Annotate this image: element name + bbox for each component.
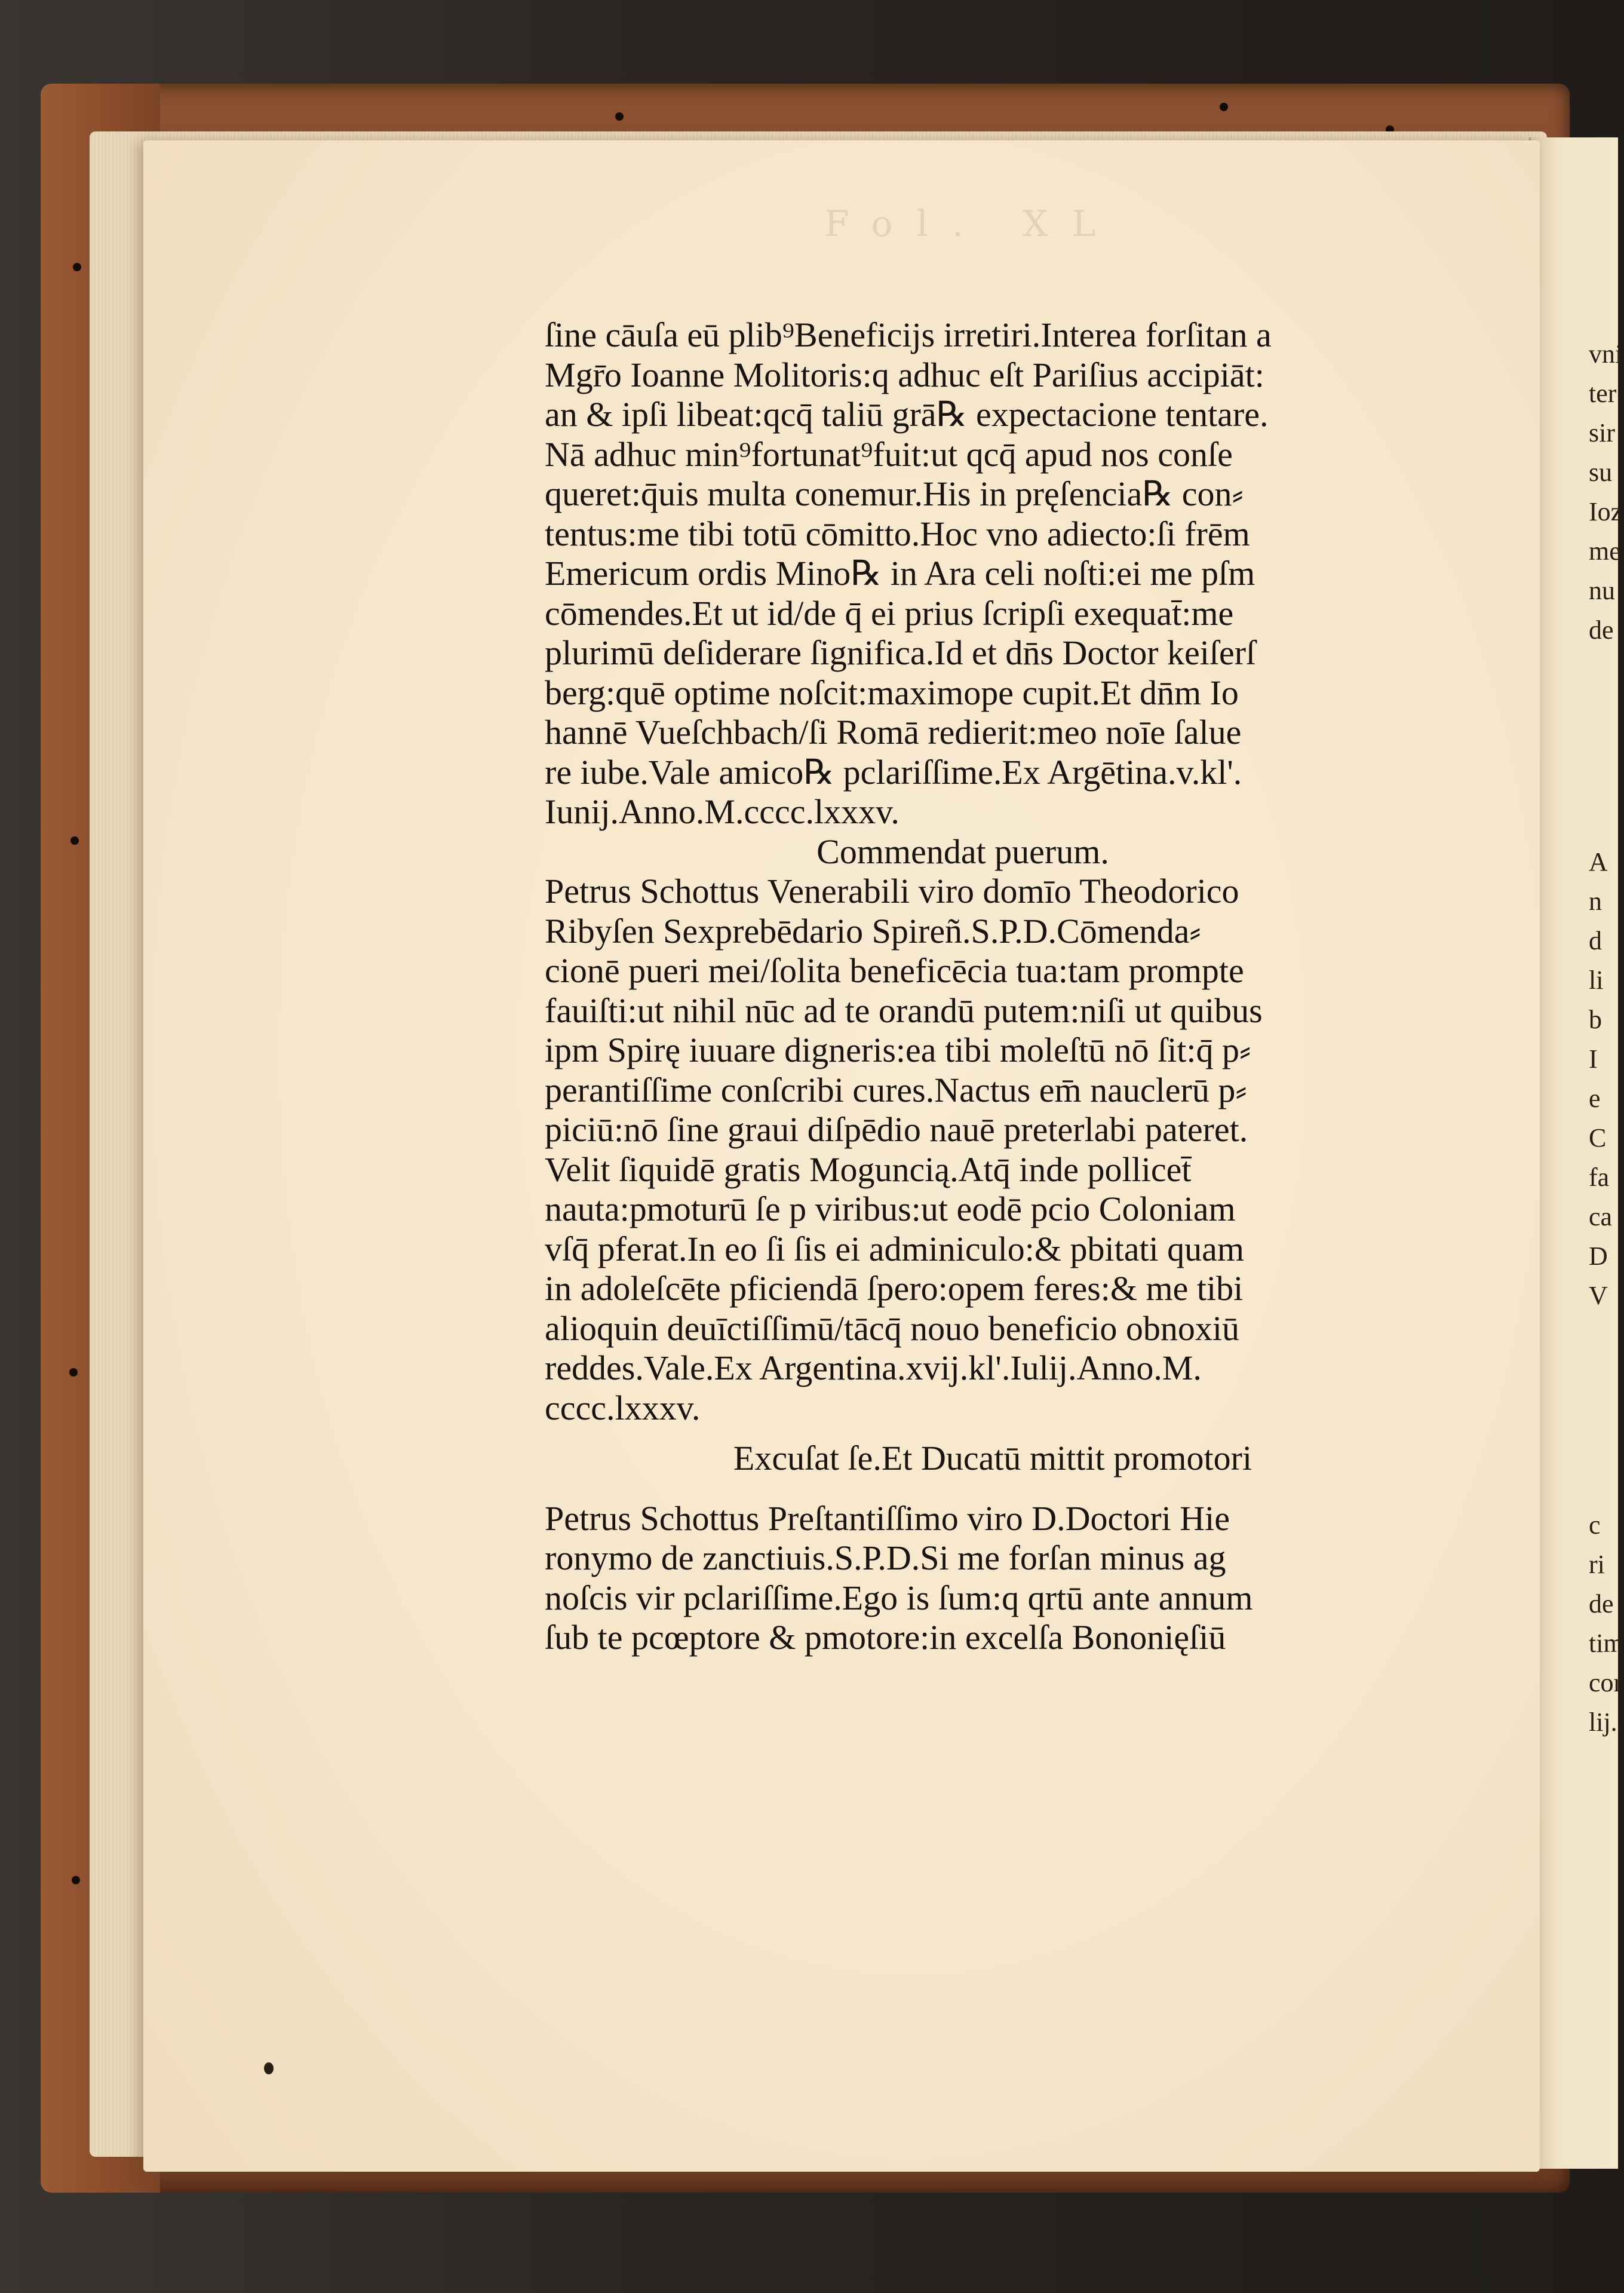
binding-hole [1220,103,1228,111]
text-line: re iube.Vale amico℞ pclariſſime.Ex Argētina.v.kl'. [545,752,1242,792]
text-line: ipm Spirę iuuare digneris:ea tibi moleſtū nō ſit:q̄ p⸗ [545,1031,1251,1069]
facing-page-text-upper: vni ter sir su Ioz me nu de [1589,339,1623,645]
text-line: piciū:nō ſine graui diſpēdio nauē preterlabi pateret. [545,1110,1248,1149]
text-line: plurimū deſiderare ſignifica.Id et dn̄s Doctor keiſerſ [545,633,1256,672]
text-line: tentus:me tibi totū cōmitto.Hoc vno adiecto:ſi frēm [545,514,1250,553]
text-line: Mgr̄o Ioanne Molitoris:q adhuc eſt Pariſius accipiāt: [545,355,1264,394]
text-line: perantiſſime conſcribi cures.Nactus em̄ nauclerū p⸗ [545,1070,1247,1109]
text-line: ronymo de zanctiuis.S.P.D.Si me forſan minus ag [545,1538,1226,1577]
text-line: fauiſti:ut nihil nūc ad te orandū putem:niſi ut quibus [545,991,1263,1030]
folio-header-showthrough: Fol. XL [824,203,1120,245]
text-line: ſub te pcœptore & pmotore:in excelſa Bononięſiū [545,1618,1226,1657]
binding-hole [72,1876,80,1884]
text-line: in adoleſcēte pficiendā ſpero:opem feres:& me tibi [545,1269,1244,1308]
text-line: hannē Vueſchbach/ſi Romā redierit:meo noīe ſalue [545,713,1242,752]
text-line: noſcis vir pclariſſime.Ego is ſum:q qrtū ante annum [545,1578,1253,1617]
binding-hole [69,1368,78,1377]
text-line: Emericum ordis Mino℞ in Ara celi noſti:ei me pſm [545,554,1255,593]
facing-page-text-bottom: c ri de tim cor lij. [1589,1510,1624,1737]
text-line: reddes.Vale.Ex Argentina.xvij.kl'.Iulij.Anno.M. [545,1348,1202,1387]
text-line: Velit ſiquidē gratis Moguncią.Atq̄ inde pollicet̄ [545,1149,1192,1189]
letter-heading: Commendat puerum. [816,832,1109,871]
text-line: Nā adhuc min⁹fortunat⁹fuit:ut qcq̄ apud nos conſe [545,434,1233,474]
text-line: vſq̄ pferat.In eo ſi ſis ei adminiculo:& pbitati quam [545,1229,1245,1268]
text-line: cccc.lxxxv. [545,1388,701,1427]
text-line: Petrus Schottus Preſtantiſſimo viro D.Doctori Hie [545,1498,1230,1538]
text-line: queret:q̄uis multa conemur.His in pręſencia℞ con⸗ [545,474,1244,513]
text-line: cōmendes.Et ut id/de q̄ ei prius ſcripſi exequat̄:me [545,593,1234,633]
text-line: Petrus Schottus Venerabili viro domīo Theodorico [545,872,1239,911]
text-line: berg:quē optime noſcit:maximope cupit.Et dn̄m Io [545,673,1239,712]
text-line: cionē pueri mei/ſolita beneficēcia tua:tam prompte [545,951,1244,990]
text-line: alioquin deuīctiſſimū/tācq̄ nouo beneficio obnoxiū [545,1308,1239,1348]
text-line: an & ipſi libeat:qcq̄ taliū grā℞ expectacione tentare. [545,395,1269,434]
binding-hole [70,836,79,845]
page-text-block [545,315,1405,1658]
facing-page-text-lower: A n d li b I e C fa ca D V [1589,847,1613,1310]
text-line: ſine cāuſa eū plib⁹Beneficijs irretiri.Interea forſitan a [545,315,1272,354]
binding-hole [615,112,624,121]
text-line: nauta:pmoturū ſe p viribus:ut eodē pcio Coloniam [545,1190,1236,1228]
letter-heading: Excuſat ſe.Et Ducatū mittit promotori [733,1439,1252,1477]
text-line: Iunij.Anno.M.cccc.lxxxv. [545,792,900,831]
binding-hole [73,263,81,271]
text-line: Ribyſen Sexprebēdario Spireñ.S.P.D.Cōmenda⸗ [545,911,1201,951]
ink-spot [264,2062,274,2074]
